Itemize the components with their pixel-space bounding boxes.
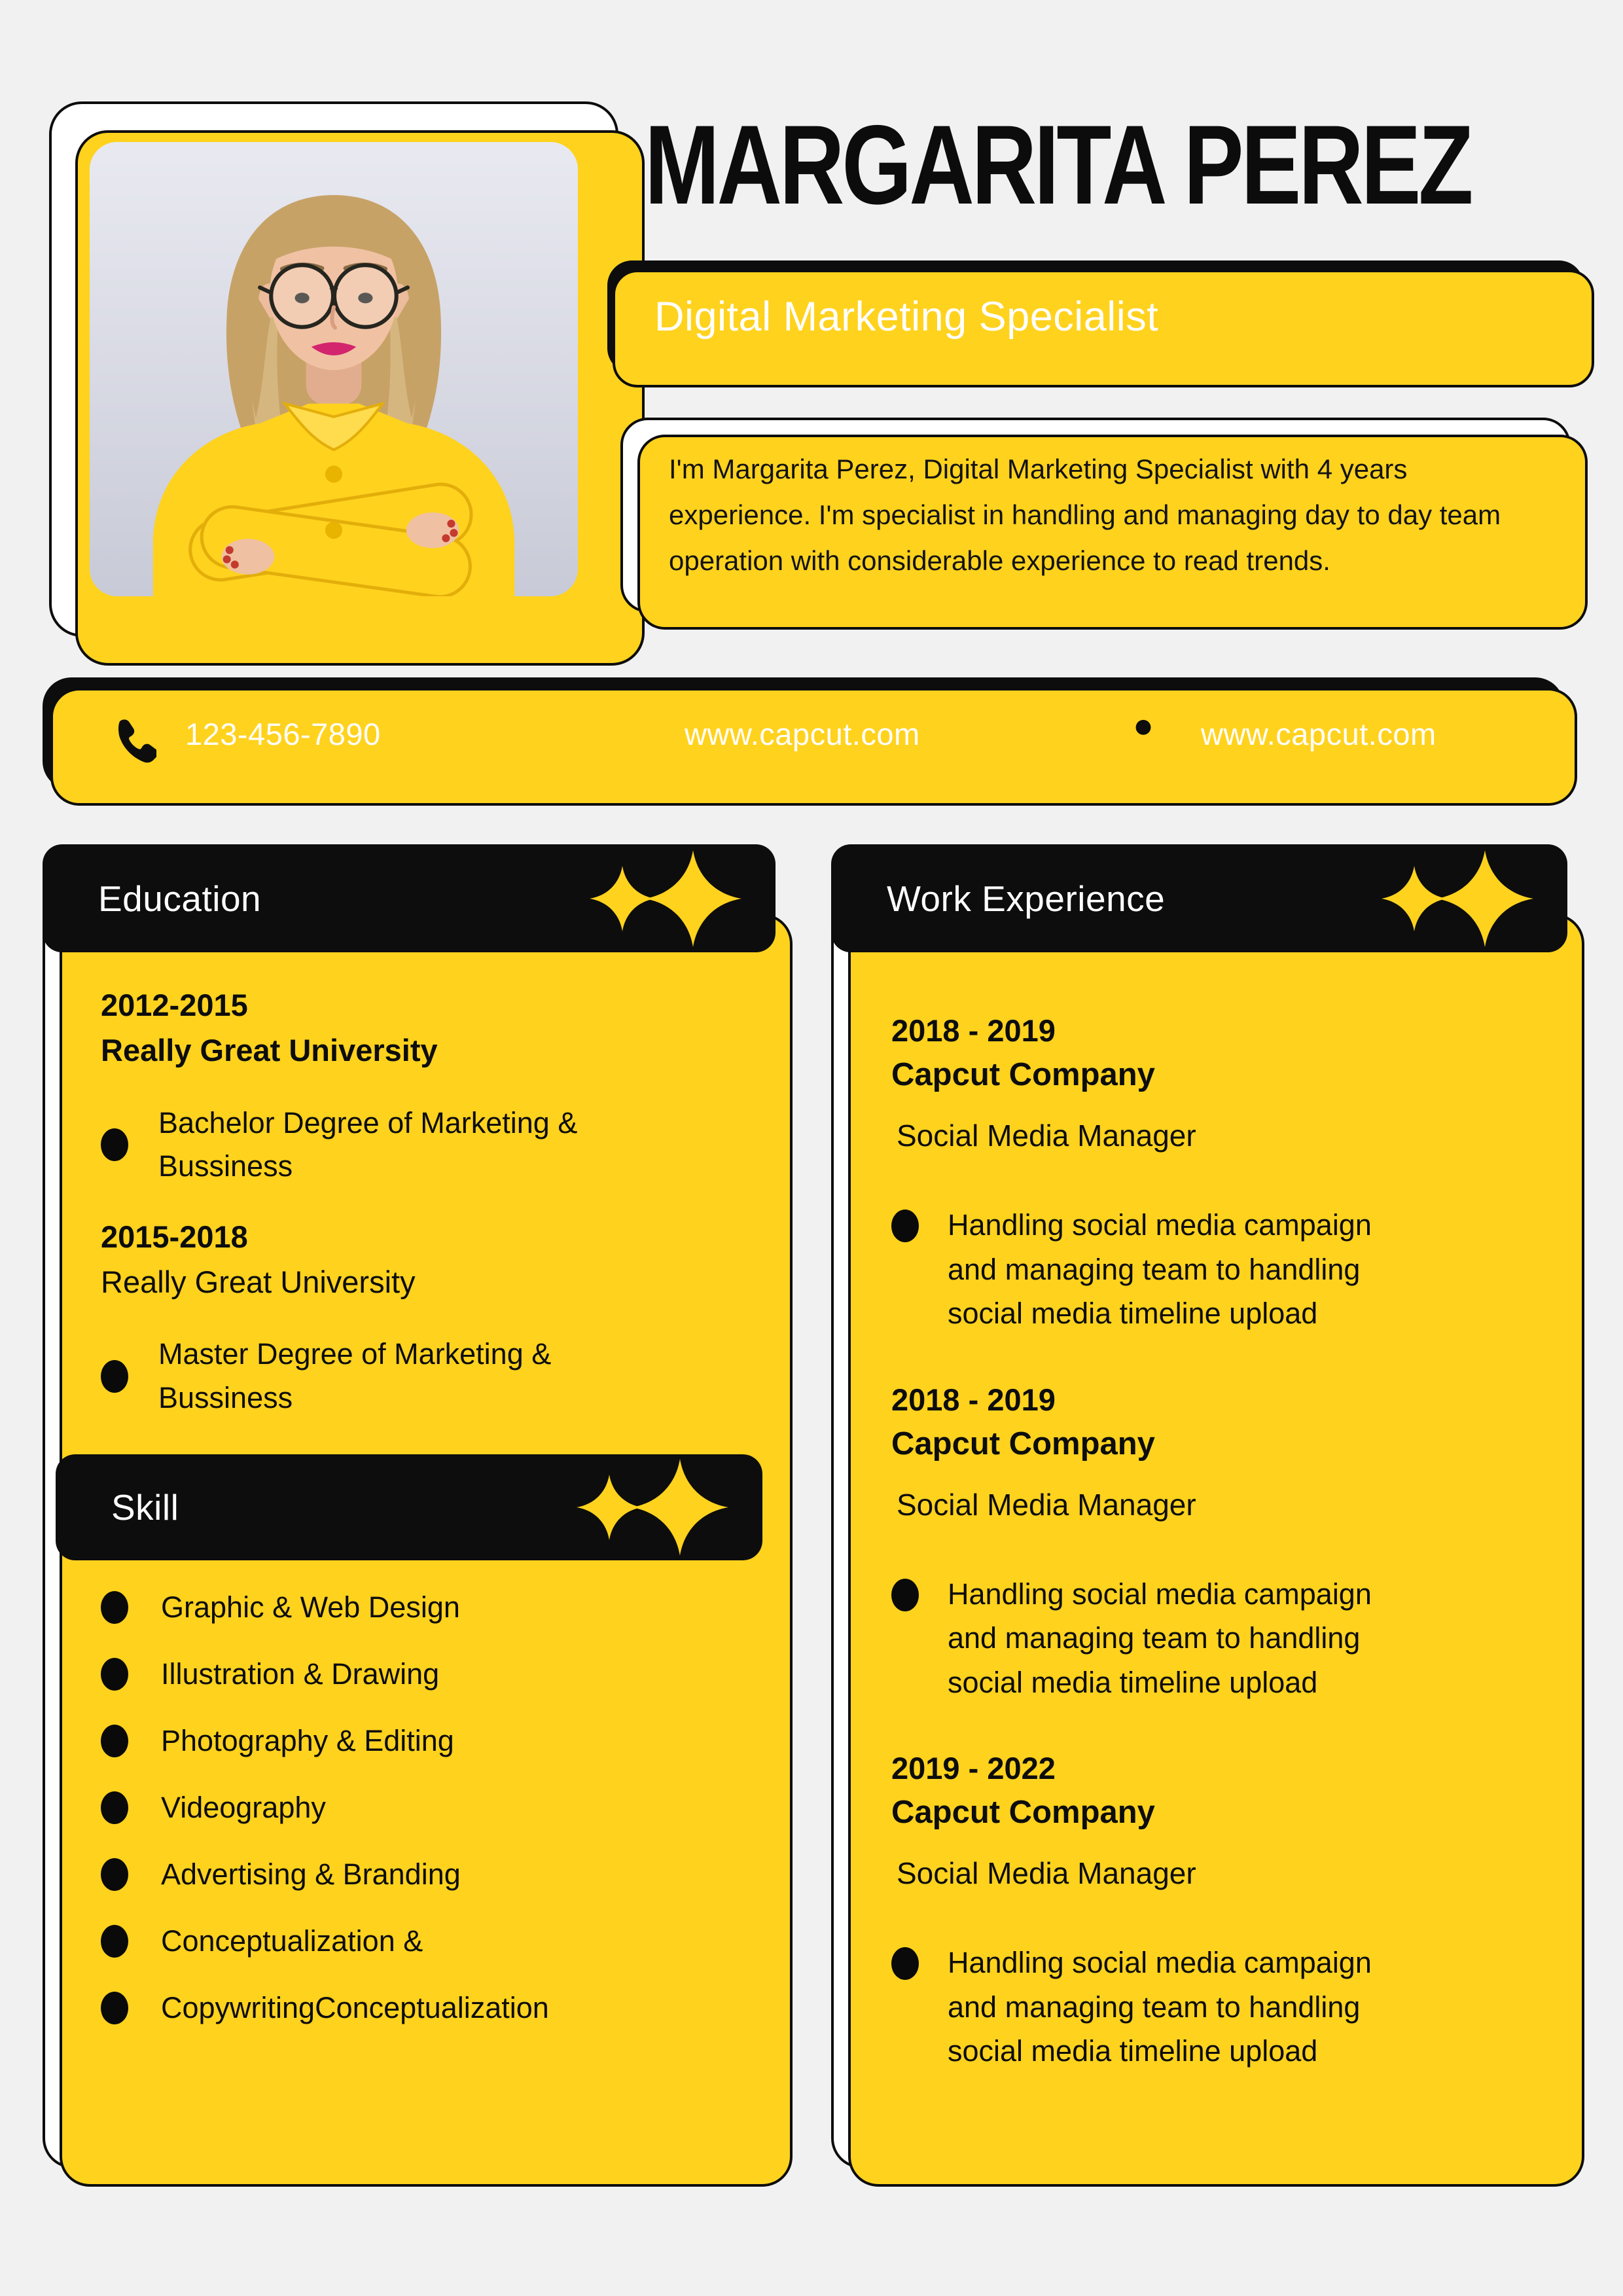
experience-years: 2018 - 2019 — [891, 1382, 1056, 1417]
experience-company: Capcut Company — [891, 1795, 1155, 1830]
education-degree: Bachelor Degree of Marketing & Bussiness — [158, 1105, 578, 1183]
contact-location-value: www.capcut.com — [1201, 716, 1436, 751]
experience-entry — [891, 1013, 1529, 1336]
experience-company: Capcut Company — [891, 1057, 1155, 1092]
profile-photo-card — [49, 101, 618, 637]
skill-label: Conceptualization & — [161, 1924, 423, 1958]
skill-item — [101, 1724, 549, 1758]
work-experience-section-title: Work Experience — [887, 878, 1166, 919]
education-section-title: Education — [98, 878, 262, 919]
phone-book-icon — [94, 702, 156, 765]
bullet-dot-icon — [101, 1992, 128, 2024]
experience-company: Capcut Company — [891, 1426, 1155, 1462]
contact-bar — [43, 677, 1564, 790]
bullet-dot-icon — [101, 1658, 128, 1691]
contact-location — [1115, 677, 1436, 790]
experience-highlight-row — [891, 1941, 1529, 2073]
skill-label: Photography & Editing — [161, 1724, 454, 1757]
contact-website — [596, 677, 920, 790]
skill-item — [101, 1657, 549, 1691]
role-badge-label: Digital Marketing Specialist — [654, 294, 1159, 340]
experience-highlight-row — [891, 1572, 1529, 1705]
education-school: Really Great University — [101, 1033, 438, 1068]
bullet-dot-icon — [101, 1725, 128, 1757]
bullet-dot-icon — [891, 1579, 919, 1611]
skill-label: Illustration & Drawing — [161, 1657, 440, 1691]
bullet-dot-icon — [101, 1858, 128, 1891]
skill-item — [101, 1924, 549, 1958]
page-title: MARGARITA PEREZ — [645, 102, 1471, 228]
education-section-header — [43, 844, 776, 952]
experience-role: Social Media Manager — [897, 1119, 1196, 1153]
bullet-dot-icon — [101, 1791, 128, 1824]
globe-icon — [596, 704, 656, 764]
skill-item — [101, 1590, 549, 1624]
skill-label: Advertising & Branding — [161, 1857, 461, 1891]
work-experience-card — [831, 895, 1567, 2168]
experience-years: 2018 - 2019 — [891, 1013, 1056, 1048]
skills-list — [101, 1590, 549, 2025]
experience-years: 2019 - 2022 — [891, 1751, 1056, 1785]
education-degree-row — [101, 1102, 737, 1189]
skill-item — [101, 1857, 549, 1892]
work-experience-section-header — [831, 844, 1567, 952]
bullet-dot-icon — [101, 1925, 128, 1958]
bullet-dot-icon — [101, 1128, 128, 1161]
portrait-illustration — [90, 142, 578, 596]
bullet-dot-icon — [891, 1947, 919, 1980]
skill-section-header — [56, 1454, 762, 1560]
contact-website-value: www.capcut.com — [685, 716, 920, 751]
skill-item — [101, 1791, 549, 1825]
section-sparkles — [1382, 850, 1533, 947]
experience-highlight: Handling social media campaign and managing team to handling social media timeline upload — [948, 1946, 1372, 2068]
profile-photo — [90, 142, 578, 596]
skill-label: Videography — [161, 1791, 326, 1824]
skill-section-title: Skill — [111, 1487, 179, 1528]
work-experience-content — [834, 898, 1565, 2166]
role-badge — [607, 260, 1584, 373]
section-sparkles — [590, 850, 741, 947]
summary-box — [620, 418, 1571, 613]
bullet-dot-icon — [101, 1360, 128, 1393]
experience-entry — [891, 1750, 1529, 2073]
skill-item — [101, 1991, 549, 2025]
bullet-dot-icon — [891, 1210, 919, 1242]
contact-phone — [94, 677, 381, 790]
experience-highlight: Handling social media campaign and managing team to handling social media timeline upload — [948, 1577, 1372, 1699]
section-sparkles — [577, 1459, 728, 1556]
experience-role: Social Media Manager — [897, 1487, 1196, 1522]
sparkle-icon — [632, 1459, 728, 1556]
education-years: 2012-2015 — [101, 988, 248, 1022]
skill-label: Graphic & Web Design — [161, 1590, 460, 1624]
location-pin-icon — [1115, 705, 1172, 762]
experience-entry — [891, 1382, 1529, 1705]
role-badge-sparkles — [1416, 278, 1543, 356]
experience-highlight: Handling social media campaign and managing team to handling social media timeline upload — [948, 1208, 1372, 1330]
experience-role: Social Media Manager — [897, 1856, 1196, 1890]
skill-label: CopywritingConceptualization — [161, 1991, 549, 2024]
summary-text: I'm Margarita Perez, Digital Marketing Specialist with 4 years experience. I'm specialist in handling and managing day to day team operation with considerable experience to read trends. — [669, 454, 1501, 576]
education-school: Really Great University — [101, 1264, 416, 1299]
sparkle-icon — [645, 850, 741, 947]
education-years: 2015-2018 — [101, 1219, 248, 1254]
bullet-dot-icon — [101, 1591, 128, 1624]
education-degree: Master Degree of Marketing & Bussiness — [158, 1337, 552, 1415]
sparkle-icon — [1436, 850, 1533, 947]
sparkle-icon — [1465, 278, 1543, 356]
education-degree-row — [101, 1333, 737, 1420]
contact-phone-value: 123-456-7890 — [185, 716, 381, 751]
experience-highlight-row — [891, 1203, 1529, 1336]
